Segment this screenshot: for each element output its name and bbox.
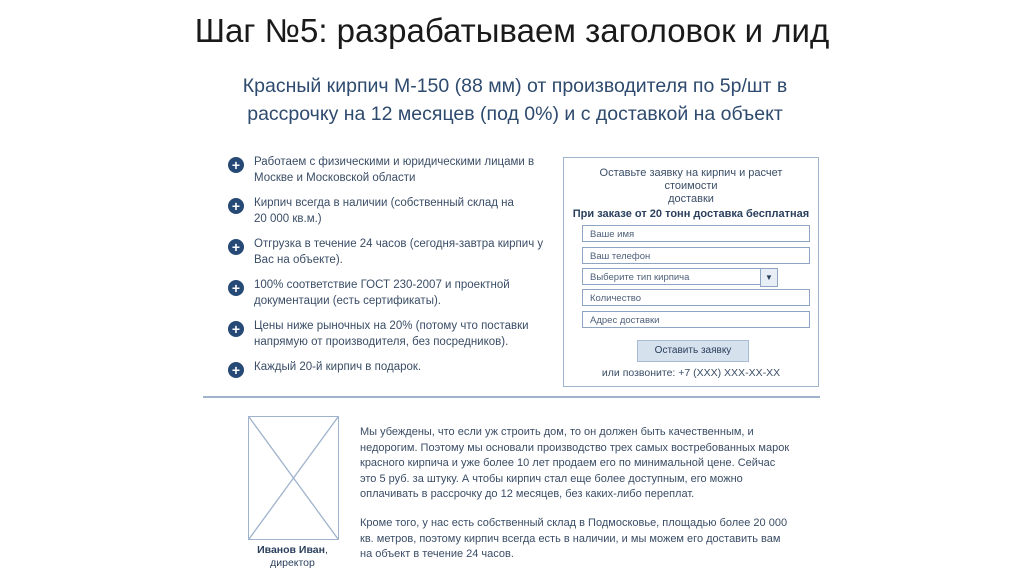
- submit-order-button[interactable]: Оставить заявку: [637, 340, 749, 362]
- headline-line: Красный кирпич М-150 (88 мм) от производителя по 5р/шт в: [242, 75, 788, 97]
- plus-circle-icon: +: [228, 280, 244, 296]
- about-line: это 5 руб. за штуку. А чтобы кирпич стал еще более доступным, его можно: [360, 472, 743, 485]
- benefits-list: [228, 155, 558, 376]
- plus-circle-icon: +: [228, 239, 244, 255]
- plus-circle-icon: +: [228, 362, 244, 378]
- call-phone-text: или позвоните: +7 (XXX) XXX-XX-XX: [601, 367, 781, 379]
- benefit-item: [228, 360, 558, 376]
- chevron-down-icon[interactable]: ▼: [760, 268, 778, 287]
- benefit-text: 100% соответствие ГОСТ 230-2007 и проектной: [254, 279, 510, 291]
- about-company-text: [360, 425, 820, 576]
- image-placeholder-icon: [249, 417, 338, 539]
- director-position: директор: [270, 557, 315, 569]
- benefit-item: [228, 319, 558, 350]
- section-divider: [203, 396, 820, 398]
- form-title-line: доставки: [668, 193, 714, 205]
- name-field[interactable]: Ваше имя: [582, 225, 810, 242]
- form-promo: При заказе от 20 тонн доставка бесплатная: [572, 208, 810, 220]
- about-line: оплачивать в рассрочку до 12 месяцев, без каких-либо переплат.: [360, 488, 695, 501]
- about-line: на объект в течение 24 часов.: [360, 548, 514, 561]
- benefit-text: Цены ниже рыночных на 20% (потому что поставки: [254, 320, 529, 332]
- about-paragraph: [360, 425, 820, 503]
- about-line: Кроме того, у нас есть собственный склад в Подмосковье, площадью более 20 000: [360, 516, 788, 529]
- about-line: красного кирпича и уже более 10 лет продаем его по минимальной цене. Сейчас: [360, 457, 776, 470]
- benefit-item: [228, 155, 558, 186]
- plus-circle-icon: +: [228, 157, 244, 173]
- benefit-text: Кирпич всегда в наличии (собственный склад на: [254, 197, 514, 209]
- benefit-text: Работаем с физическими и юридическими лицами в: [254, 156, 535, 168]
- about-line: кв. метров, поэтому кирпич всегда есть в наличии, и мы можем его доставить вам: [360, 532, 781, 545]
- landing-headline: [190, 72, 840, 128]
- form-title: [572, 167, 810, 206]
- benefit-item: [228, 237, 558, 268]
- benefit-item: [228, 196, 558, 227]
- benefit-text: документации (есть сертификаты).: [254, 294, 441, 307]
- about-line: недорогим. Поэтому мы основали производство трех самых востребованных марок: [360, 441, 790, 454]
- plus-circle-icon: +: [228, 321, 244, 337]
- benefit-text: 20 000 кв.м.): [254, 212, 322, 225]
- quantity-field[interactable]: Количество: [582, 289, 810, 306]
- director-photo-placeholder: [248, 416, 339, 540]
- benefit-text: Москве и Московской области: [254, 171, 416, 184]
- benefit-text: Вас на объекте).: [254, 253, 343, 266]
- benefit-text: Каждый 20-й кирпич в подарок.: [254, 361, 422, 373]
- director-caption: [235, 544, 350, 570]
- director-name: Иванов Иван: [257, 544, 325, 556]
- address-field[interactable]: Адрес доставки: [582, 311, 810, 328]
- order-form: [563, 157, 819, 387]
- director-name-suffix: ,: [324, 544, 328, 556]
- benefit-text: напрямую от производителя, без посредников).: [254, 335, 509, 348]
- headline-line: рассрочку на 12 месяцев (под 0%) и с доставкой на объект: [247, 103, 783, 125]
- about-line: Мы убеждены, что если уж строить дом, то он должен быть качественным, и: [360, 426, 754, 438]
- plus-circle-icon: +: [228, 198, 244, 214]
- about-paragraph: [360, 516, 820, 563]
- benefit-item: [228, 278, 558, 309]
- phone-field[interactable]: Ваш телефон: [582, 247, 810, 264]
- slide-title: Шаг №5: разрабатываем заголовок и лид: [194, 12, 830, 49]
- form-title-line: Оставьте заявку на кирпич и расчет стоимости: [599, 167, 783, 192]
- brick-type-select[interactable]: [582, 268, 778, 285]
- brick-type-select-value: Выберите тип кирпича: [590, 272, 690, 283]
- benefit-text: Отгрузка в течение 24 часов (сегодня-завтра кирпич у: [254, 238, 544, 250]
